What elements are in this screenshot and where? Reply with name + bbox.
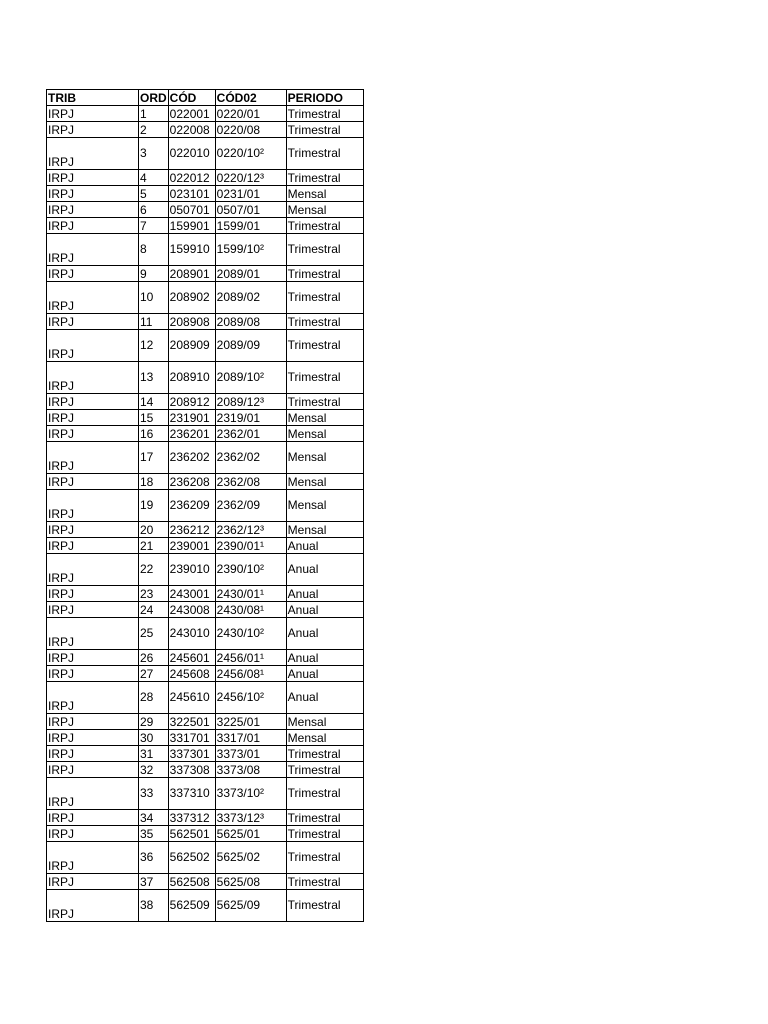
cell-periodo: Trimestral: [286, 170, 363, 186]
cell-periodo: Trimestral: [286, 778, 363, 810]
table-row: [47, 538, 364, 554]
cell-ord: 9: [139, 266, 169, 282]
table-row: [47, 490, 364, 522]
cell-ord: 4: [139, 170, 169, 186]
cell-trib: IRPJ: [47, 170, 139, 186]
table-row: [47, 650, 364, 666]
cell-trib: IRPJ: [47, 666, 139, 682]
cell-periodo: Mensal: [286, 474, 363, 490]
cell-cod: 562508: [168, 874, 215, 890]
cell-ord: 10: [139, 282, 169, 314]
cell-cod: 022001: [168, 106, 215, 122]
table-row: [47, 138, 364, 170]
table-row: [47, 170, 364, 186]
cell-cod: 208908: [168, 314, 215, 330]
cell-trib: IRPJ: [47, 762, 139, 778]
cell-ord: 2: [139, 122, 169, 138]
cell-cod02: 2362/09: [215, 490, 286, 522]
header-cod: CÓD: [168, 90, 215, 106]
cell-ord: 22: [139, 554, 169, 586]
cell-cod: 022010: [168, 138, 215, 170]
cell-trib: IRPJ: [47, 426, 139, 442]
cell-ord: 31: [139, 746, 169, 762]
cell-cod02: 3373/10²: [215, 778, 286, 810]
cell-periodo: Mensal: [286, 490, 363, 522]
cell-ord: 38: [139, 890, 169, 922]
cell-ord: 32: [139, 762, 169, 778]
cell-trib: IRPJ: [47, 554, 139, 586]
cell-cod02: 2430/10²: [215, 618, 286, 650]
table-row: [47, 106, 364, 122]
table-row: [47, 874, 364, 890]
cell-periodo: Anual: [286, 682, 363, 714]
cell-periodo: Mensal: [286, 730, 363, 746]
cell-periodo: Trimestral: [286, 890, 363, 922]
cell-ord: 18: [139, 474, 169, 490]
cell-cod: 208912: [168, 394, 215, 410]
cell-trib: IRPJ: [47, 362, 139, 394]
cell-cod02: 3225/01: [215, 714, 286, 730]
cell-ord: 20: [139, 522, 169, 538]
cell-trib: IRPJ: [47, 474, 139, 490]
table-row: [47, 202, 364, 218]
cell-cod02: 2362/01: [215, 426, 286, 442]
cell-trib: IRPJ: [47, 538, 139, 554]
cell-ord: 29: [139, 714, 169, 730]
cell-ord: 19: [139, 490, 169, 522]
cell-trib: IRPJ: [47, 202, 139, 218]
cell-trib: IRPJ: [47, 186, 139, 202]
cell-trib: IRPJ: [47, 874, 139, 890]
cell-cod: 243010: [168, 618, 215, 650]
cell-ord: 16: [139, 426, 169, 442]
cell-ord: 36: [139, 842, 169, 874]
cell-ord: 8: [139, 234, 169, 266]
table-row: [47, 234, 364, 266]
cell-periodo: Mensal: [286, 202, 363, 218]
cell-cod02: 5625/02: [215, 842, 286, 874]
cell-cod02: 0507/01: [215, 202, 286, 218]
cell-trib: IRPJ: [47, 106, 139, 122]
table-row: [47, 410, 364, 426]
cell-cod: 236201: [168, 426, 215, 442]
table-row: [47, 842, 364, 874]
cell-cod: 331701: [168, 730, 215, 746]
cell-trib: IRPJ: [47, 314, 139, 330]
cell-cod: 243001: [168, 586, 215, 602]
cell-cod: 337301: [168, 746, 215, 762]
table-row: [47, 778, 364, 810]
cell-ord: 35: [139, 826, 169, 842]
cell-cod: 022012: [168, 170, 215, 186]
table-row: [47, 474, 364, 490]
cell-periodo: Trimestral: [286, 106, 363, 122]
cell-ord: 7: [139, 218, 169, 234]
cell-trib: IRPJ: [47, 234, 139, 266]
cell-cod: 322501: [168, 714, 215, 730]
cell-periodo: Trimestral: [286, 746, 363, 762]
cell-trib: IRPJ: [47, 842, 139, 874]
cell-cod: 236202: [168, 442, 215, 474]
cell-periodo: Trimestral: [286, 826, 363, 842]
table-row: [47, 730, 364, 746]
cell-cod02: 2089/09: [215, 330, 286, 362]
table-row: [47, 218, 364, 234]
cell-ord: 6: [139, 202, 169, 218]
cell-cod: 159910: [168, 234, 215, 266]
header-periodo: PERIODO: [286, 90, 363, 106]
cell-trib: IRPJ: [47, 602, 139, 618]
cell-trib: IRPJ: [47, 810, 139, 826]
cell-cod02: 0220/12³: [215, 170, 286, 186]
cell-trib: IRPJ: [47, 522, 139, 538]
table-row: [47, 282, 364, 314]
cell-trib: IRPJ: [47, 714, 139, 730]
cell-trib: IRPJ: [47, 490, 139, 522]
cell-cod: 239001: [168, 538, 215, 554]
cell-ord: 3: [139, 138, 169, 170]
cell-trib: IRPJ: [47, 138, 139, 170]
cell-periodo: Trimestral: [286, 218, 363, 234]
cell-ord: 24: [139, 602, 169, 618]
table-row: [47, 554, 364, 586]
cell-cod: 245610: [168, 682, 215, 714]
cell-periodo: Trimestral: [286, 122, 363, 138]
cell-periodo: Anual: [286, 538, 363, 554]
cell-trib: IRPJ: [47, 650, 139, 666]
cell-trib: IRPJ: [47, 778, 139, 810]
cell-cod02: 3317/01: [215, 730, 286, 746]
cell-periodo: Anual: [286, 650, 363, 666]
table-row: [47, 618, 364, 650]
cell-cod: 562501: [168, 826, 215, 842]
cell-ord: 28: [139, 682, 169, 714]
cell-periodo: Trimestral: [286, 810, 363, 826]
cell-cod02: 1599/01: [215, 218, 286, 234]
cell-cod: 023101: [168, 186, 215, 202]
cell-ord: 21: [139, 538, 169, 554]
cell-cod02: 2430/01¹: [215, 586, 286, 602]
table-row: [47, 746, 364, 762]
cell-ord: 25: [139, 618, 169, 650]
header-cod02: CÓD02: [215, 90, 286, 106]
cell-cod: 236209: [168, 490, 215, 522]
cell-ord: 14: [139, 394, 169, 410]
cell-cod: 243008: [168, 602, 215, 618]
cell-periodo: Trimestral: [286, 842, 363, 874]
cell-periodo: Anual: [286, 586, 363, 602]
cell-ord: 34: [139, 810, 169, 826]
cell-periodo: Anual: [286, 602, 363, 618]
cell-trib: IRPJ: [47, 266, 139, 282]
cell-trib: IRPJ: [47, 746, 139, 762]
cell-cod02: 5625/01: [215, 826, 286, 842]
cell-cod02: 2362/02: [215, 442, 286, 474]
cell-cod: 022008: [168, 122, 215, 138]
cell-periodo: Trimestral: [286, 874, 363, 890]
cell-cod: 159901: [168, 218, 215, 234]
cell-periodo: Mensal: [286, 186, 363, 202]
cell-cod02: 0220/08: [215, 122, 286, 138]
header-trib: TRIB: [47, 90, 139, 106]
cell-cod02: 2089/12³: [215, 394, 286, 410]
header-ord: ORD: [140, 91, 167, 105]
table-row: [47, 442, 364, 474]
cell-trib: IRPJ: [47, 330, 139, 362]
cell-cod: 050701: [168, 202, 215, 218]
cell-trib: IRPJ: [47, 890, 139, 922]
table-row: [47, 314, 364, 330]
cell-cod: 208902: [168, 282, 215, 314]
cell-cod: 236208: [168, 474, 215, 490]
table-row: [47, 682, 364, 714]
table-row: [47, 810, 364, 826]
cell-cod02: 0220/01: [215, 106, 286, 122]
cell-periodo: Trimestral: [286, 762, 363, 778]
cell-periodo: Anual: [286, 618, 363, 650]
cell-periodo: Mensal: [286, 410, 363, 426]
table-row: [47, 394, 364, 410]
cell-trib: IRPJ: [47, 122, 139, 138]
table-row: [47, 714, 364, 730]
cell-ord: 30: [139, 730, 169, 746]
cell-cod02: 2089/02: [215, 282, 286, 314]
cell-ord: 5: [139, 186, 169, 202]
cell-trib: IRPJ: [47, 618, 139, 650]
cell-periodo: Mensal: [286, 426, 363, 442]
cell-cod02: 3373/08: [215, 762, 286, 778]
cell-trib: IRPJ: [47, 394, 139, 410]
cell-cod: 337310: [168, 778, 215, 810]
cell-periodo: Anual: [286, 554, 363, 586]
cell-cod: 562502: [168, 842, 215, 874]
table-row: [47, 266, 364, 282]
cell-periodo: Trimestral: [286, 234, 363, 266]
cell-periodo: Mensal: [286, 442, 363, 474]
cell-cod02: 2456/10²: [215, 682, 286, 714]
cell-cod02: 2362/08: [215, 474, 286, 490]
cell-periodo: Mensal: [286, 714, 363, 730]
cell-cod: 337312: [168, 810, 215, 826]
cell-cod: 208901: [168, 266, 215, 282]
tax-code-table: [46, 89, 364, 922]
cell-cod02: 2430/08¹: [215, 602, 286, 618]
table-row: [47, 186, 364, 202]
cell-trib: IRPJ: [47, 218, 139, 234]
table-row: [47, 602, 364, 618]
cell-cod: 208910: [168, 362, 215, 394]
table-row: [47, 666, 364, 682]
cell-trib: IRPJ: [47, 410, 139, 426]
table-row: [47, 890, 364, 922]
cell-trib: IRPJ: [47, 282, 139, 314]
cell-cod02: 5625/08: [215, 874, 286, 890]
cell-cod02: 2456/08¹: [215, 666, 286, 682]
cell-ord: 13: [139, 362, 169, 394]
cell-periodo: Trimestral: [286, 394, 363, 410]
cell-periodo: Anual: [286, 666, 363, 682]
cell-ord: 27: [139, 666, 169, 682]
cell-ord: 26: [139, 650, 169, 666]
table-row: [47, 426, 364, 442]
table-row: [47, 330, 364, 362]
cell-trib: IRPJ: [47, 730, 139, 746]
cell-periodo: Trimestral: [286, 330, 363, 362]
table-row: [47, 586, 364, 602]
table-row: [47, 362, 364, 394]
cell-trib: IRPJ: [47, 682, 139, 714]
cell-cod02: 5625/09: [215, 890, 286, 922]
table-row: [47, 826, 364, 842]
header-row: [47, 90, 364, 106]
cell-cod: 245608: [168, 666, 215, 682]
cell-cod02: 2390/01¹: [215, 538, 286, 554]
cell-ord: 37: [139, 874, 169, 890]
cell-cod: 337308: [168, 762, 215, 778]
cell-periodo: Trimestral: [286, 282, 363, 314]
cell-cod02: 3373/01: [215, 746, 286, 762]
cell-periodo: Mensal: [286, 522, 363, 538]
cell-cod02: 2319/01: [215, 410, 286, 426]
cell-ord: 1: [139, 106, 169, 122]
cell-cod02: 2456/01¹: [215, 650, 286, 666]
cell-ord: 15: [139, 410, 169, 426]
cell-cod02: 0220/10²: [215, 138, 286, 170]
cell-trib: IRPJ: [47, 826, 139, 842]
cell-trib: IRPJ: [47, 442, 139, 474]
cell-cod02: 1599/10²: [215, 234, 286, 266]
cell-cod02: 3373/12³: [215, 810, 286, 826]
cell-cod: 208909: [168, 330, 215, 362]
cell-trib: IRPJ: [47, 586, 139, 602]
cell-periodo: Trimestral: [286, 138, 363, 170]
table-row: [47, 122, 364, 138]
cell-cod02: 2089/08: [215, 314, 286, 330]
cell-cod: 239010: [168, 554, 215, 586]
cell-ord: 12: [139, 330, 169, 362]
cell-cod: 245601: [168, 650, 215, 666]
cell-cod02: 2390/10²: [215, 554, 286, 586]
cell-periodo: Trimestral: [286, 266, 363, 282]
cell-cod: 231901: [168, 410, 215, 426]
cell-cod: 562509: [168, 890, 215, 922]
cell-periodo: Trimestral: [286, 362, 363, 394]
cell-periodo: Trimestral: [286, 314, 363, 330]
table-row: [47, 522, 364, 538]
cell-ord: 17: [139, 442, 169, 474]
cell-cod: 236212: [168, 522, 215, 538]
cell-cod02: 0231/01: [215, 186, 286, 202]
cell-ord: 11: [139, 314, 169, 330]
table-row: [47, 762, 364, 778]
cell-ord: 23: [139, 586, 169, 602]
cell-cod02: 2362/12³: [215, 522, 286, 538]
cell-cod02: 2089/10²: [215, 362, 286, 394]
cell-cod02: 2089/01: [215, 266, 286, 282]
cell-ord: 33: [139, 778, 169, 810]
